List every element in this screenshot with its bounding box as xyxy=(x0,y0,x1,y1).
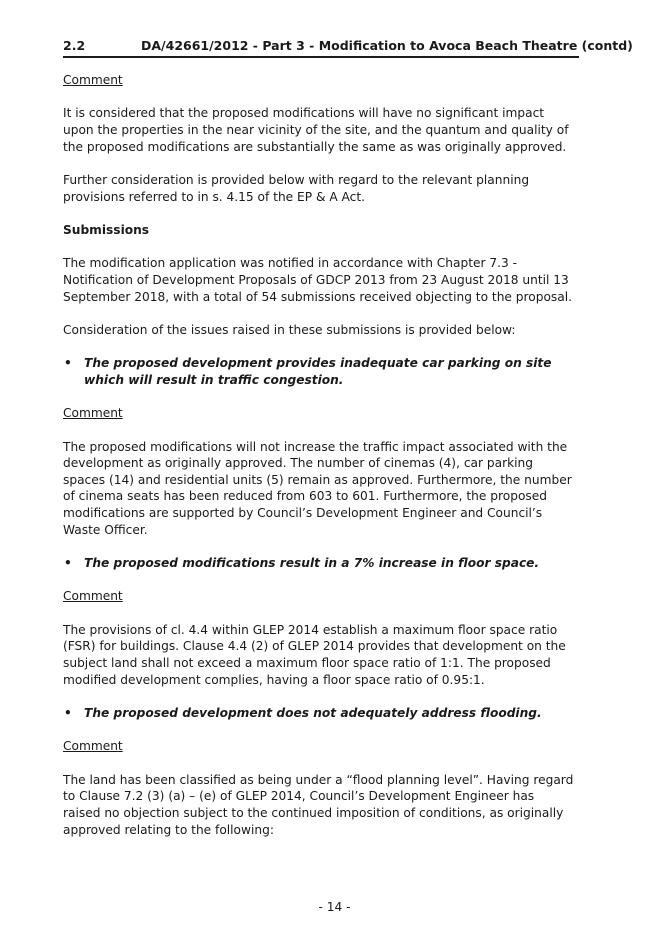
bullet-icon: • xyxy=(64,706,72,720)
issue-bullet xyxy=(63,705,575,722)
issue-bullet xyxy=(63,355,575,388)
bullet-icon: • xyxy=(64,556,72,571)
issue-text: The proposed development does not adequately address flooding. xyxy=(84,706,542,720)
header-title: DA/42661/2012 - Part 3 - Modification to Avoca Beach Theatre (contd) xyxy=(141,38,633,53)
comment-heading: Comment xyxy=(63,739,123,754)
paragraph: Consideration of the issues raised in these submissions is provided below: xyxy=(63,322,516,337)
paragraph: The land has been classified as being under a “flood planning level”. Having regard to Clause 7.2 (3) (a) – (e) of GLEP 2014, Council’s Development Engineer has raised no objection subject to the continued imposition of conditions, as originally approved relating to the following: xyxy=(63,772,574,837)
comment-heading: Comment xyxy=(63,73,123,87)
issue-text: The proposed modifications result in a 7% increase in floor space. xyxy=(84,556,540,571)
paragraph: Further consideration is provided below with regard to the relevant planning provisions referred to in s. 4.15 of the EP & A Act. xyxy=(63,172,530,204)
page-header xyxy=(63,36,633,58)
submissions-heading: Submissions xyxy=(63,222,150,237)
comment-heading: Comment xyxy=(63,406,123,421)
paragraph: It is considered that the proposed modifications will have no significant impact upon the properties in the near vicinity of the site, and the quantum and quality of the proposed modifications are substantially the same as was originally approved. xyxy=(63,106,569,154)
comment-heading: Comment xyxy=(63,589,123,604)
paragraph: The modification application was notified in accordance with Chapter 7.3 - Notification of Development Proposals of GDCP 2013 from 23 August 2018 until 13 September 2018, with a total of 54 submissions received objecting to the proposal. xyxy=(63,256,572,304)
document-body xyxy=(63,72,575,855)
paragraph: The proposed modifications will not increase the traffic impact associated with the development as originally approved. The number of cinemas (4), car parking spaces (14) and residential units (5) remain as approved. Furthermore, the number of cinema seats has been reduced from 603 to 601. Furthermore, the proposed modifications are supported by Council’s Development Engineer and Council’s Waste Officer. xyxy=(63,439,572,537)
bullet-icon: • xyxy=(64,356,72,371)
paragraph: The provisions of cl. 4.4 within GLEP 2014 establish a maximum floor space ratio (FSR) for buildings. Clause 4.4 (2) of GLEP 2014 provides that development on the subject land shall not exceed a maximum floor space ratio of 1:1. The proposed modified development complies, having a floor space ratio of 0.95:1. xyxy=(63,622,566,687)
issue-text: The proposed development provides inadequate car parking on site which will result in traffic congestion. xyxy=(84,356,552,387)
section-number: 2.2 xyxy=(63,38,86,53)
issue-bullet xyxy=(63,555,575,572)
page-number: - 14 - xyxy=(318,900,351,914)
